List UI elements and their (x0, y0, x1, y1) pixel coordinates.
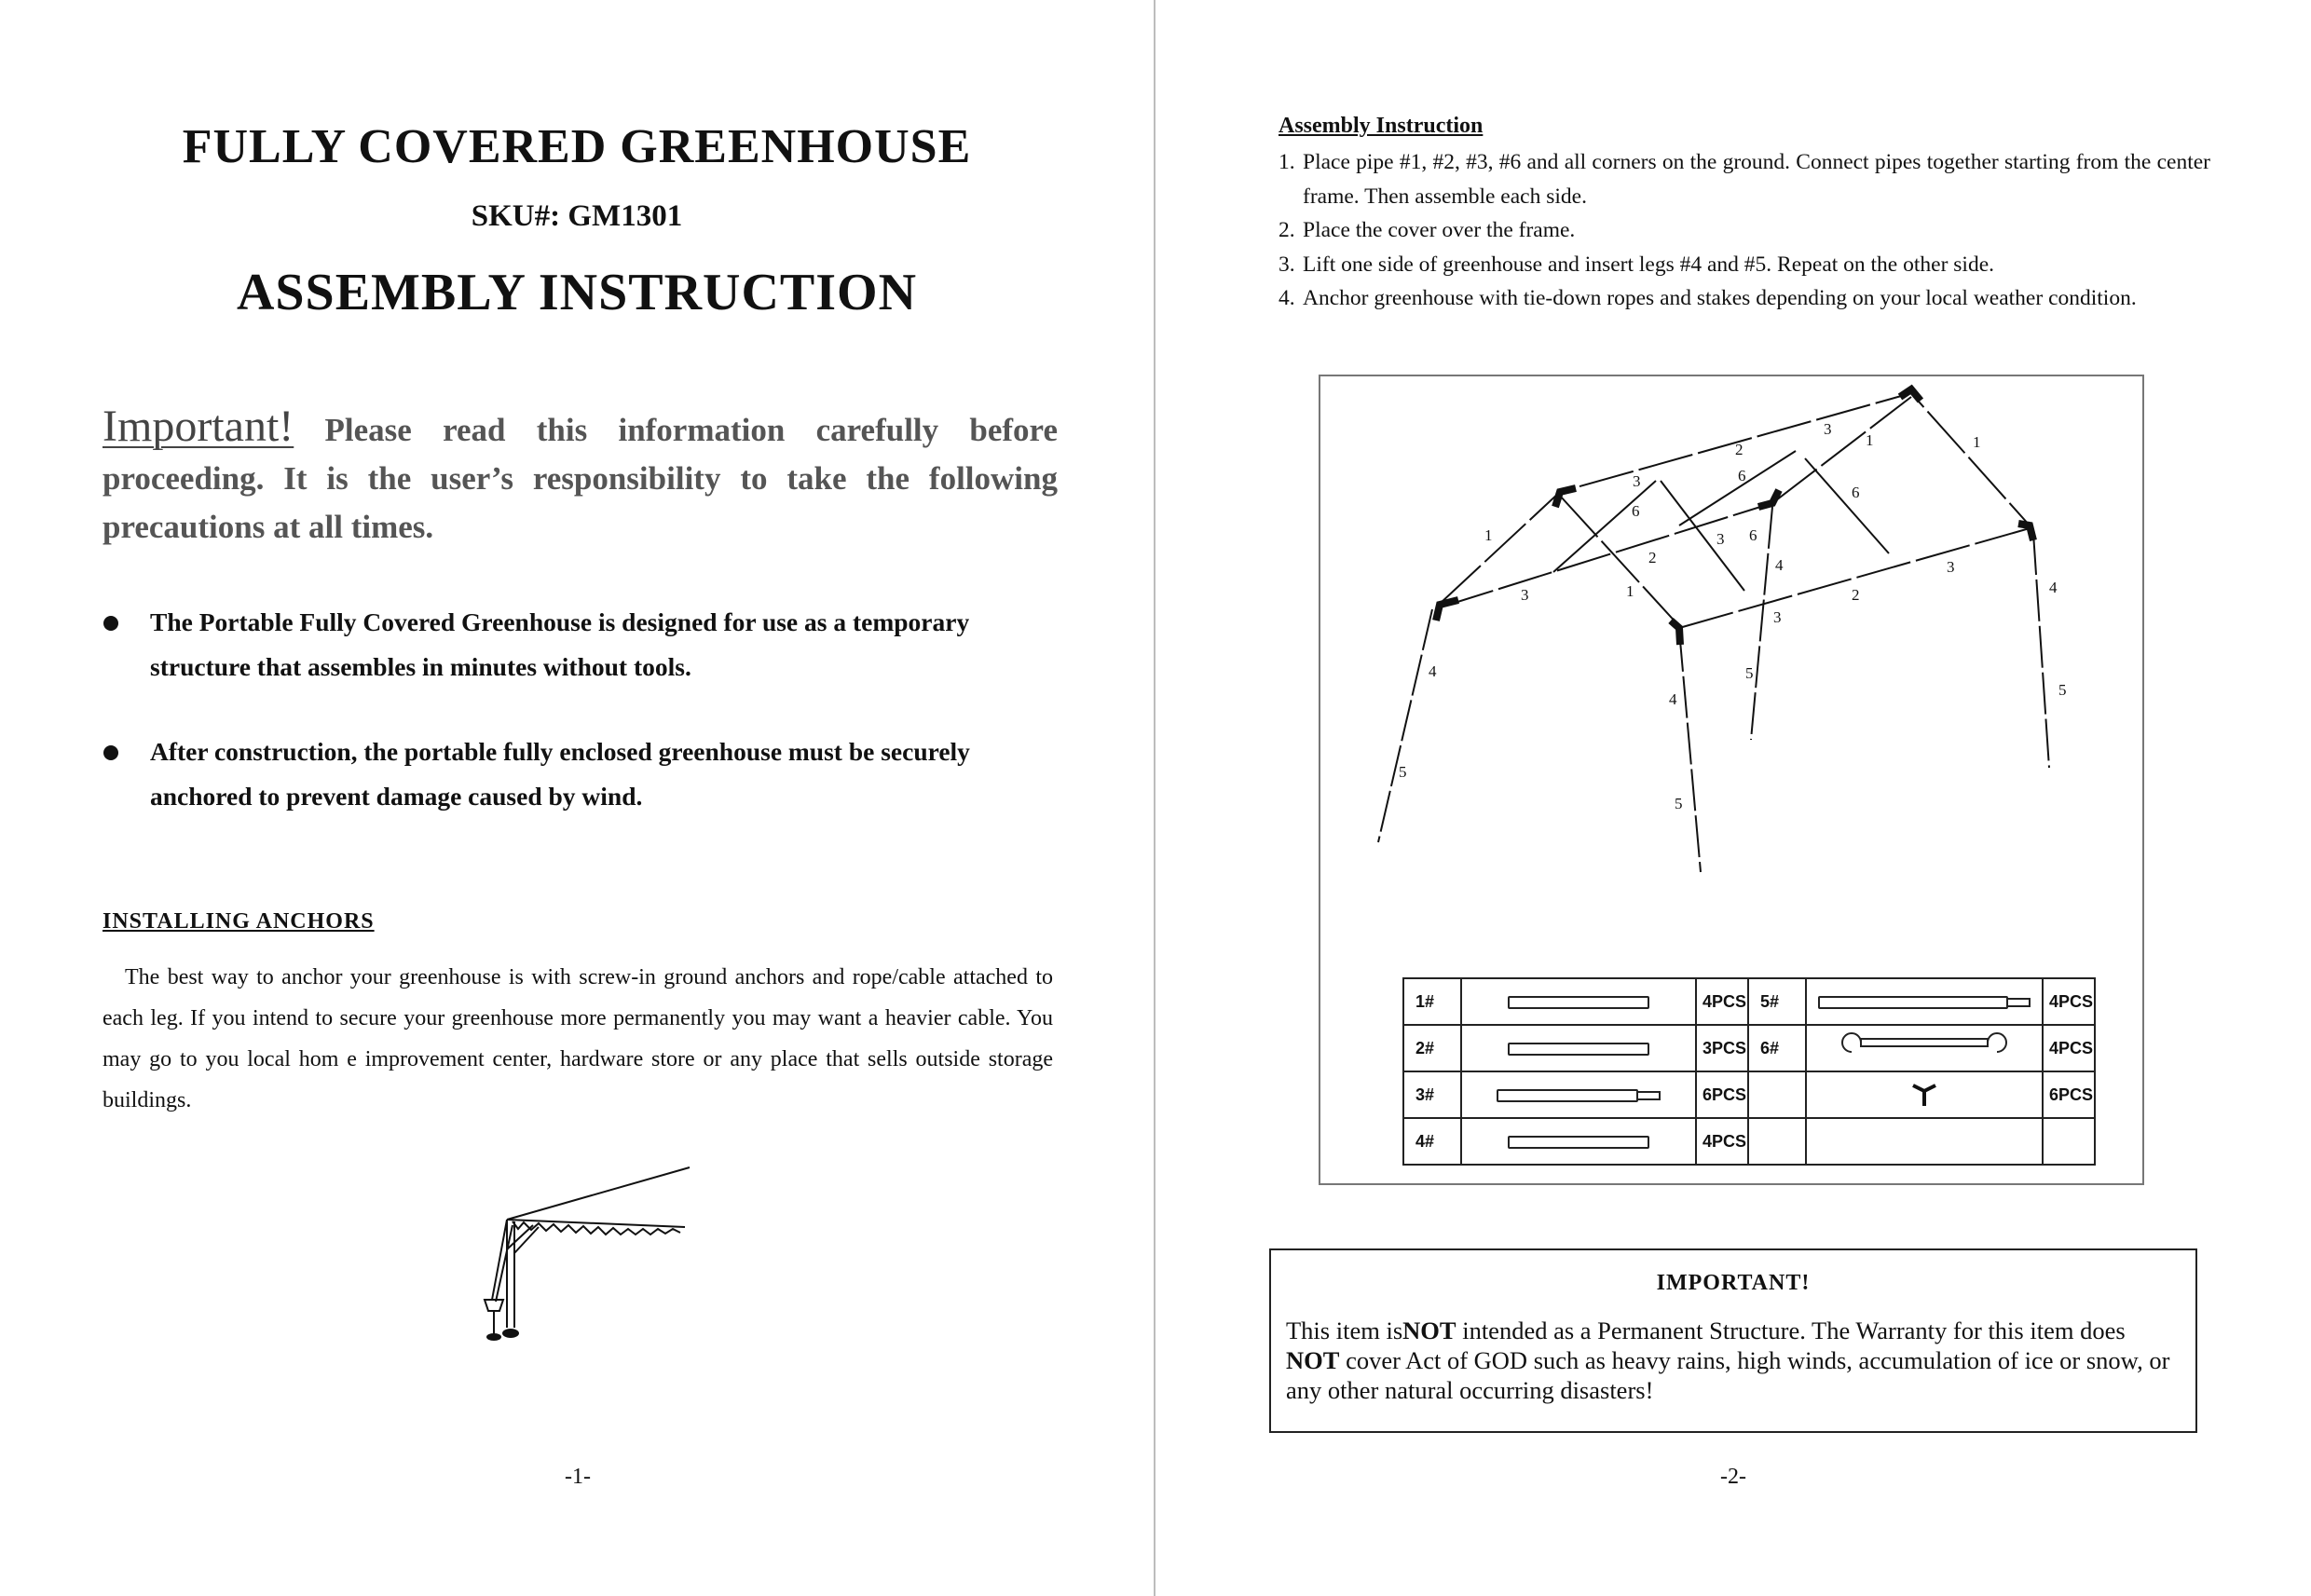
table-row (1403, 1071, 2095, 1118)
warning-emphasis: NOT (1402, 1316, 1456, 1344)
important-text: Please read this information carefully before proceeding. It is the user’s responsibility to take the following precautions at all times. (103, 412, 1058, 545)
anchors-heading: INSTALLING ANCHORS (103, 909, 375, 934)
corner-connector-icon (1906, 1076, 1943, 1110)
part-qty: 4PCS (1696, 978, 1748, 1025)
pipe-icon (1497, 1089, 1638, 1102)
part-image (1806, 1071, 2043, 1118)
corner-joints (1436, 389, 2033, 645)
important-word: Important! (103, 402, 294, 451)
diagram-label: 4 (1429, 662, 1437, 680)
leg (1679, 630, 1701, 872)
warning-box (1269, 1248, 2197, 1433)
bullet-text: The Portable Fully Covered Greenhouse is designed for use as a temporary structure that assembles in minutes without tools. (150, 607, 970, 681)
diagram-label: 4 (2049, 579, 2058, 596)
part-id (1748, 1071, 1806, 1118)
diagram-label: 5 (1399, 763, 1407, 781)
warning-emphasis: NOT (1286, 1346, 1340, 1374)
warning-text-part: This item is (1286, 1316, 1403, 1344)
page-left (0, 0, 1154, 1596)
step-text: Place pipe #1, #2, #3, #6 and all corners on the ground. Connect pipes together starting from the center frame. Then assemble each side. (1303, 150, 2210, 209)
warning-text (1286, 1316, 2181, 1405)
diagram-label: 2 (1852, 586, 1860, 604)
part-qty: 4PCS (2043, 978, 2095, 1025)
part-image (1806, 1025, 2043, 1071)
side-pipe (1560, 496, 1679, 626)
pipe-icon (1508, 1043, 1649, 1056)
hooked-pipe-icon (1831, 1030, 2017, 1063)
assembly-steps (1279, 145, 2210, 316)
assembly-step (1279, 145, 2210, 213)
diagram-label: 6 (1632, 502, 1640, 520)
warning-title: IMPORTANT! (1656, 1271, 1811, 1295)
cross-pipe (1661, 481, 1744, 591)
step-text: Place the cover over the frame. (1303, 218, 1576, 242)
table-row (1403, 978, 2095, 1025)
table-row (1403, 1025, 2095, 1071)
pipe-stub-icon (1636, 1091, 1661, 1100)
document-title: FULLY COVERED GREENHOUSE (182, 120, 972, 173)
assembly-heading: Assembly Instruction (1279, 114, 1484, 138)
part-qty: 4PCS (2043, 1025, 2095, 1071)
part-image (1806, 978, 2043, 1025)
part-id: 3# (1403, 1071, 1461, 1118)
step-number: 3. (1279, 252, 1295, 277)
part-id: 4# (1403, 1118, 1461, 1165)
part-qty: 6PCS (1696, 1071, 1748, 1118)
diagram-label: 5 (1675, 795, 1683, 812)
step-text: Anchor greenhouse with tie-down ropes and stakes depending on your local weather condition. (1303, 286, 2137, 310)
step-number: 2. (1279, 218, 1295, 242)
step-number: 4. (1279, 286, 1295, 310)
part-id: 1# (1403, 978, 1461, 1025)
document-subtitle: ASSEMBLY INSTRUCTION (236, 264, 918, 321)
bullet-item (98, 730, 1076, 823)
part-id: 5# (1748, 978, 1806, 1025)
part-image (1461, 1025, 1696, 1071)
leg (2033, 533, 2049, 768)
warning-text-part: intended as a Permanent Structure. The Warranty for this item does (1456, 1316, 2126, 1344)
diagram-label: 5 (1745, 664, 1754, 682)
diagram-label: 3 (1633, 472, 1641, 490)
frame-diagram (1319, 375, 2144, 1185)
anchors-paragraph: The best way to anchor your greenhouse is with screw-in ground anchors and rope/cable attached to each leg. If you intend to secure your greenhouse more permanently you may want a heavier cable. You may go to you local hom e improvement center, hardware store or any place that sells outside storage buildings. (103, 965, 1053, 1112)
part-id (1748, 1118, 1806, 1165)
part-id: 6# (1748, 1025, 1806, 1071)
warning-text-part: cover Act of GOD such as heavy rains, high winds, accumulation of ice or snow, or any other natural occurring disasters! (1286, 1346, 2170, 1404)
diagram-label: 3 (1947, 558, 1955, 576)
step-number: 1. (1279, 150, 1295, 174)
ridge-pipe (1440, 393, 2030, 604)
diagram-label: 6 (1749, 526, 1757, 544)
bullet-item (98, 600, 1076, 693)
page-number: -2- (1720, 1465, 1746, 1489)
frame-drawing (1320, 376, 2142, 954)
bullet-text: After construction, the portable fully enclosed greenhouse must be securely anchored to prevent damage caused by wind. (150, 737, 970, 811)
bullet-dot-icon (103, 616, 118, 631)
diagram-label: 3 (1773, 608, 1782, 626)
side-pipe (1679, 528, 2030, 628)
part-image (1806, 1118, 2043, 1165)
page-number: -1- (565, 1465, 591, 1489)
bullet-dot-icon (103, 745, 118, 760)
assembly-step (1279, 213, 2210, 248)
cross-pipe (1553, 481, 1656, 572)
important-notice (103, 402, 1058, 552)
part-id: 2# (1403, 1025, 1461, 1071)
assembly-step (1279, 281, 2210, 316)
pipe-stub-icon (2006, 998, 2031, 1007)
sku-number: SKU#: GM1301 (471, 199, 683, 233)
parts-table (1402, 977, 2096, 1166)
diagram-label: 1 (1626, 582, 1634, 600)
cross-pipe (1805, 458, 1889, 553)
diagram-label: 2 (1735, 441, 1744, 458)
diagram-label: 2 (1648, 549, 1657, 566)
diagram-label: 6 (1738, 467, 1746, 484)
assembly-step (1279, 248, 2210, 282)
diagram-label: 1 (1866, 431, 1874, 449)
diagram-label: 1 (1973, 433, 1981, 451)
pipe-icon (1508, 996, 1649, 1009)
diagram-label: 4 (1669, 690, 1677, 708)
pipe-icon (1508, 1136, 1649, 1149)
diagram-label: 3 (1824, 420, 1832, 438)
part-image (1461, 1118, 1696, 1165)
part-image (1461, 978, 1696, 1025)
part-qty: 4PCS (1696, 1118, 1748, 1165)
diagram-label: 1 (1484, 526, 1493, 544)
step-text: Lift one side of greenhouse and insert legs #4 and #5. Repeat on the other side. (1303, 252, 1995, 277)
diagram-label: 6 (1852, 484, 1860, 501)
anchor-illustration (457, 1160, 699, 1346)
diagram-label: 3 (1716, 530, 1725, 548)
diagram-label: 5 (2058, 681, 2067, 699)
pipe-icon (1818, 996, 2008, 1009)
diagram-label: 3 (1521, 586, 1529, 604)
part-qty (2043, 1118, 2095, 1165)
diagram-label: 4 (1775, 556, 1784, 574)
part-image (1461, 1071, 1696, 1118)
table-row (1403, 1118, 2095, 1165)
leg (1378, 609, 1432, 842)
part-qty: 3PCS (1696, 1025, 1748, 1071)
part-qty: 6PCS (2043, 1071, 2095, 1118)
